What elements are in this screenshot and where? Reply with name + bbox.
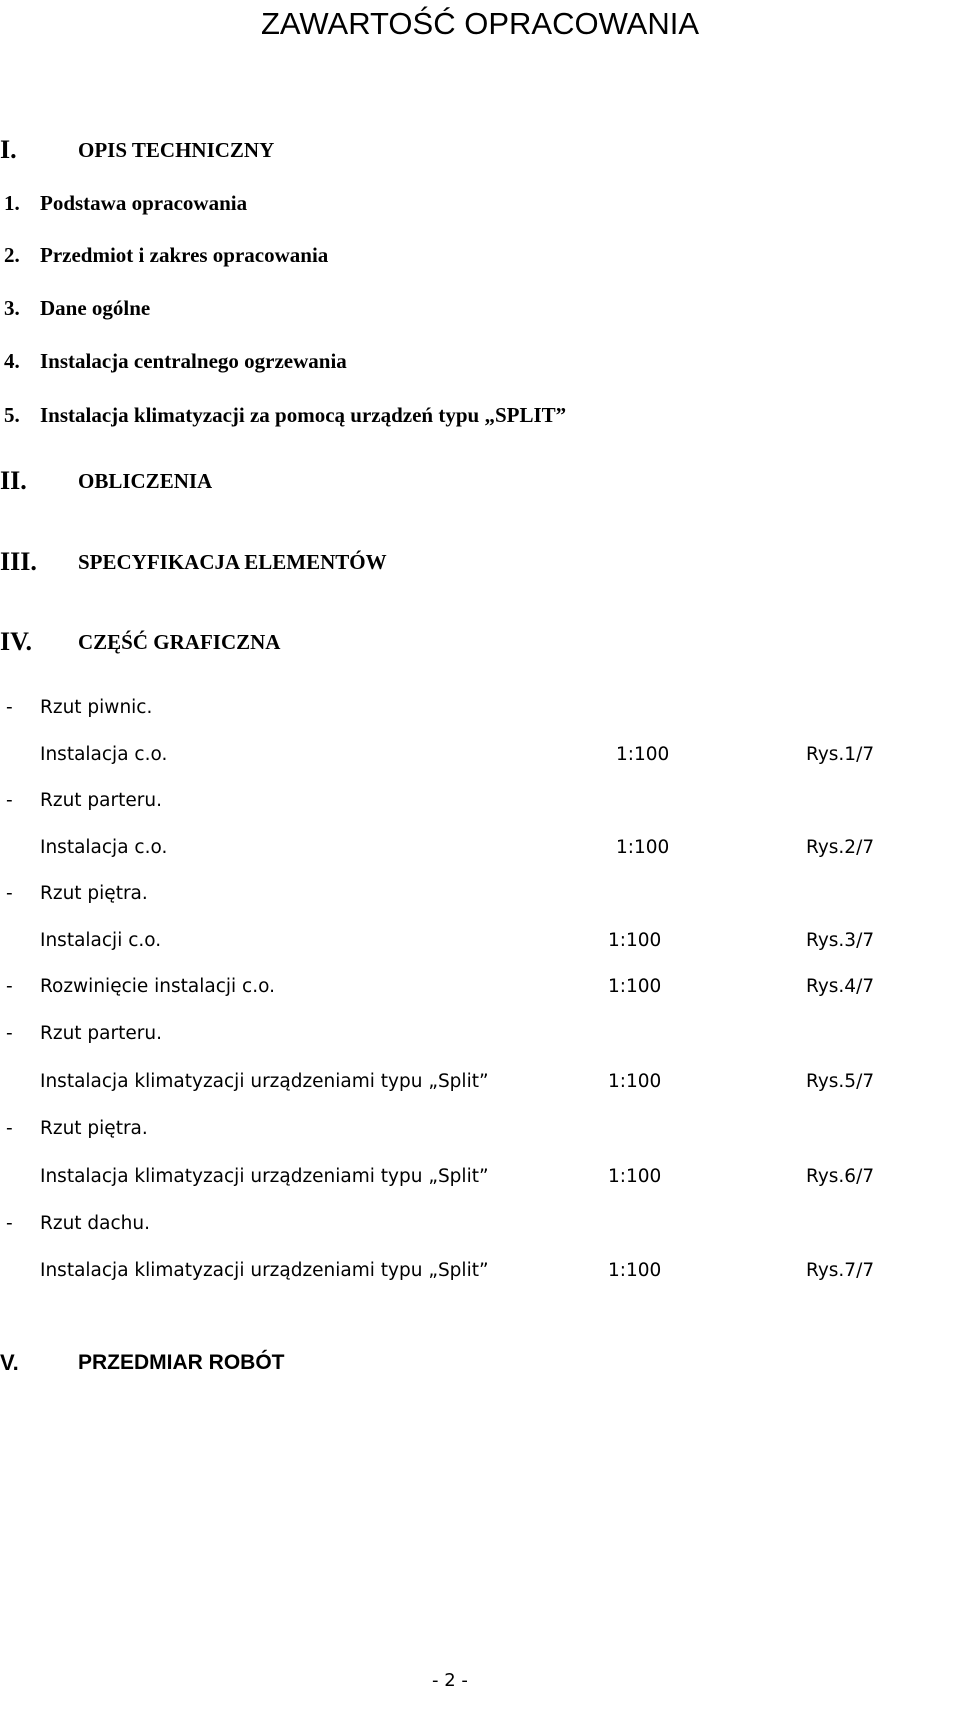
drawing-4-dash: - xyxy=(6,976,13,997)
drawing-7-scale: 1:100 xyxy=(608,1260,662,1281)
page-number: - 2 - xyxy=(432,1670,468,1691)
drawing-1-reference: Rys.1/7 xyxy=(806,744,875,765)
drawing-7-reference: Rys.7/7 xyxy=(806,1260,875,1281)
drawing-3-title: Rzut piętra. xyxy=(40,883,148,904)
section-i-item-5-number: 5. xyxy=(4,403,20,427)
drawing-2-description: Instalacja c.o. xyxy=(40,837,168,858)
drawing-4-scale: 1:100 xyxy=(608,976,662,997)
drawing-6-dash: - xyxy=(6,1118,13,1139)
drawing-5-title: Rzut parteru. xyxy=(40,1023,162,1044)
drawing-5-scale: 1:100 xyxy=(608,1071,662,1092)
drawing-1-scale: 1:100 xyxy=(616,744,670,765)
section-iii-heading: SPECYFIKACJA ELEMENTÓW xyxy=(78,550,387,574)
drawing-1-dash: - xyxy=(6,697,13,718)
document-title: ZAWARTOŚĆ OPRACOWANIA xyxy=(260,6,700,41)
section-iv-heading: CZĘŚĆ GRAFICZNA xyxy=(78,630,281,654)
section-i-numeral: I. xyxy=(0,135,17,164)
drawing-4-title: Rozwinięcie instalacji c.o. xyxy=(40,976,275,997)
section-v-numeral: V. xyxy=(0,1350,19,1375)
section-i-item-2-number: 2. xyxy=(4,243,20,267)
section-i-item-2-text: Przedmiot i zakres opracowania xyxy=(40,243,329,267)
section-ii-numeral: II. xyxy=(0,466,27,495)
section-i-item-3-text: Dane ogólne xyxy=(40,296,151,320)
section-i-item-1-text: Podstawa opracowania xyxy=(40,191,248,215)
drawing-1-description: Instalacja c.o. xyxy=(40,744,168,765)
drawing-2-reference: Rys.2/7 xyxy=(806,837,875,858)
drawing-6-reference: Rys.6/7 xyxy=(806,1166,875,1187)
drawing-1-title: Rzut piwnic. xyxy=(40,697,153,718)
section-iv-numeral: IV. xyxy=(0,627,33,656)
section-i-item-4-text: Instalacja centralnego ogrzewania xyxy=(40,349,347,373)
drawing-7-dash: - xyxy=(6,1213,13,1234)
drawing-3-dash: - xyxy=(6,883,13,904)
drawing-3-description: Instalacji c.o. xyxy=(40,930,162,951)
drawing-6-scale: 1:100 xyxy=(608,1166,662,1187)
drawing-2-title: Rzut parteru. xyxy=(40,790,162,811)
section-iii-numeral: III. xyxy=(0,547,37,576)
drawing-6-title: Rzut piętra. xyxy=(40,1118,148,1139)
section-i-item-4-number: 4. xyxy=(4,349,20,373)
drawing-2-dash: - xyxy=(6,790,13,811)
section-i-item-5-text: Instalacja klimatyzacji za pomocą urządzeń typu „SPLIT” xyxy=(40,403,567,427)
section-v-heading: PRZEDMIAR ROBÓT xyxy=(78,1351,285,1374)
drawing-5-dash: - xyxy=(6,1023,13,1044)
drawing-2-scale: 1:100 xyxy=(616,837,670,858)
drawing-5-description: Instalacja klimatyzacji urządzeniami typu „Split” xyxy=(40,1071,489,1092)
drawing-7-description: Instalacja klimatyzacji urządzeniami typu „Split” xyxy=(40,1260,489,1281)
drawing-3-reference: Rys.3/7 xyxy=(806,930,875,951)
drawing-7-title: Rzut dachu. xyxy=(40,1213,151,1234)
section-ii-heading: OBLICZENIA xyxy=(78,469,213,493)
drawing-6-description: Instalacja klimatyzacji urządzeniami typu „Split” xyxy=(40,1166,489,1187)
section-i-item-1-number: 1. xyxy=(4,191,20,215)
section-i-heading: OPIS TECHNICZNY xyxy=(78,138,275,162)
section-i-item-3-number: 3. xyxy=(4,296,20,320)
drawing-3-scale: 1:100 xyxy=(608,930,662,951)
drawing-5-reference: Rys.5/7 xyxy=(806,1071,875,1092)
drawing-4-reference: Rys.4/7 xyxy=(806,976,875,997)
